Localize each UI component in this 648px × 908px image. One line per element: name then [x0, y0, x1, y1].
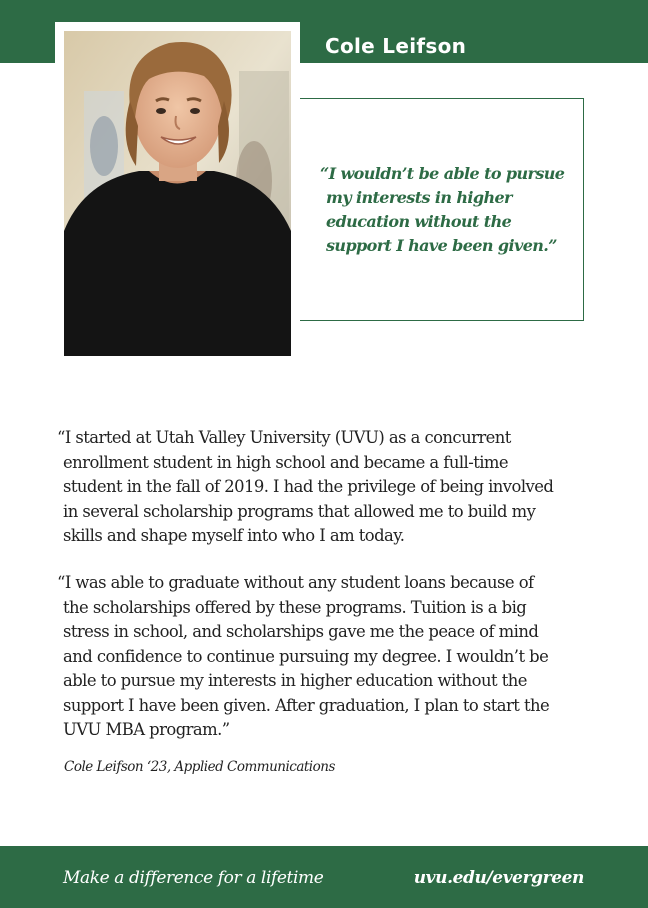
- paragraph-line: “I was able to graduate without any student loans because of: [57, 573, 534, 592]
- paragraph-line: student in the fall of 2019. I had the privilege of being involved: [63, 477, 554, 496]
- paragraph-line: and confidence to continue pursuing my degree. I wouldn’t be: [63, 646, 549, 666]
- paragraph-line: able to pursue my interests in higher education without the: [63, 671, 527, 690]
- pull-quote: [320, 162, 570, 258]
- student-portrait-photo: [64, 31, 291, 356]
- pull-quote-line: “I wouldn’t be able to pursue: [320, 164, 565, 183]
- pull-quote-line: support I have been given.”: [326, 236, 557, 255]
- paragraph-line: support I have been given. After graduation, I plan to start the: [63, 695, 550, 715]
- footer-tagline: Make a difference for a lifetime: [63, 868, 324, 888]
- paragraph-line: the scholarships offered by these programs. Tuition is a big: [63, 597, 527, 617]
- paragraph-line: skills and shape myself into who I am today.: [63, 526, 405, 545]
- paragraph-line: UVU MBA program.”: [63, 720, 230, 739]
- testimonial-paragraph-2: [57, 571, 597, 743]
- pull-quote-line: education without the: [326, 212, 512, 231]
- footer-url-link[interactable]: uvu.edu/evergreen: [413, 868, 584, 888]
- paragraph-line: in several scholarship programs that allowed me to build my: [63, 501, 536, 521]
- testimonial-paragraph-1: [57, 426, 597, 549]
- attribution: Cole Leifson ‘23, Applied Communications: [64, 759, 335, 775]
- paragraph-line: enrollment student in high school and became a full-time: [63, 452, 509, 472]
- paragraph-line: stress in school, and scholarships gave me the peace of mind: [63, 622, 539, 641]
- student-name-heading: Cole Leifson: [325, 34, 467, 58]
- paragraph-line: “I started at Utah Valley University (UVU) as a concurrent: [57, 428, 511, 447]
- pull-quote-line: my interests in higher: [326, 188, 512, 207]
